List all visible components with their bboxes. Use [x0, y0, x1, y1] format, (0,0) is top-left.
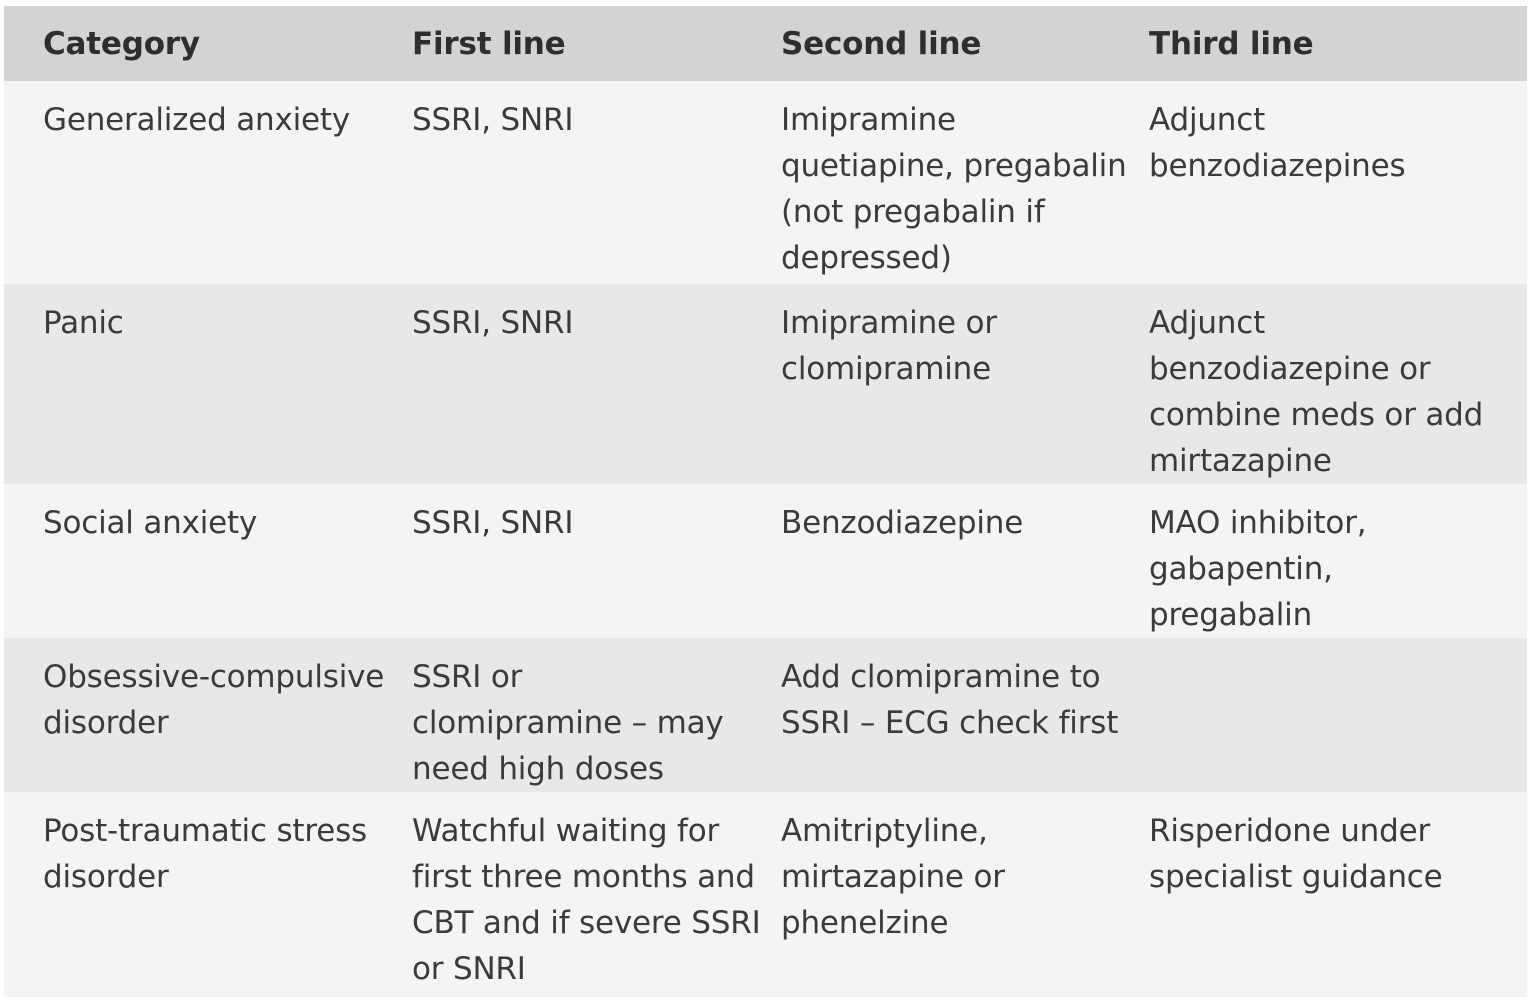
- header-category: Category: [43, 26, 200, 62]
- header-third-line: Third line: [1149, 26, 1314, 62]
- cell-category: Post-traumatic stress disorder: [43, 813, 367, 895]
- header-first-line: First line: [412, 26, 566, 62]
- cell-second-line: Imipramine or clomipramine: [781, 305, 997, 387]
- cell-first-line: Watchful waiting for first three months and CBT and if severe SSRI or SNRI: [412, 813, 761, 987]
- table-row: [4, 81, 1527, 284]
- table-row: [4, 284, 1527, 484]
- cell-second-line: Imipramine quetiapine, pregabalin (not pregabalin if depressed): [781, 102, 1127, 276]
- cell-first-line: SSRI, SNRI: [412, 505, 574, 541]
- header-second-line: Second line: [781, 26, 982, 62]
- table-row: [4, 792, 1527, 997]
- cell-second-line: Benzodiazepine: [781, 505, 1024, 541]
- cell-second-line: Amitriptyline, mirtazapine or phenelzine: [781, 813, 1005, 941]
- cell-category: Social anxiety: [43, 505, 258, 541]
- cell-category: Panic: [43, 305, 124, 341]
- table-header-row: [4, 6, 1527, 81]
- cell-second-line: Add clomipramine to SSRI – ECG check first: [781, 659, 1119, 741]
- cell-third-line: Adjunct benzodiazepines: [1149, 102, 1406, 184]
- cell-third-line: Risperidone under specialist guidance: [1149, 813, 1443, 895]
- table-row: [4, 638, 1527, 792]
- cell-third-line: Adjunct benzodiazepine or combine meds or add mirtazapine: [1149, 305, 1484, 479]
- cell-third-line: MAO inhibitor, gabapentin, pregabalin: [1149, 505, 1367, 633]
- cell-first-line: SSRI, SNRI: [412, 305, 574, 341]
- treatment-table: [4, 6, 1527, 997]
- table-row: [4, 484, 1527, 638]
- cell-first-line: SSRI or clomipramine – may need high doses: [412, 659, 724, 787]
- cell-first-line: SSRI, SNRI: [412, 102, 574, 138]
- cell-category: Generalized anxiety: [43, 102, 351, 138]
- cell-category: Obsessive-compulsive disorder: [43, 659, 385, 741]
